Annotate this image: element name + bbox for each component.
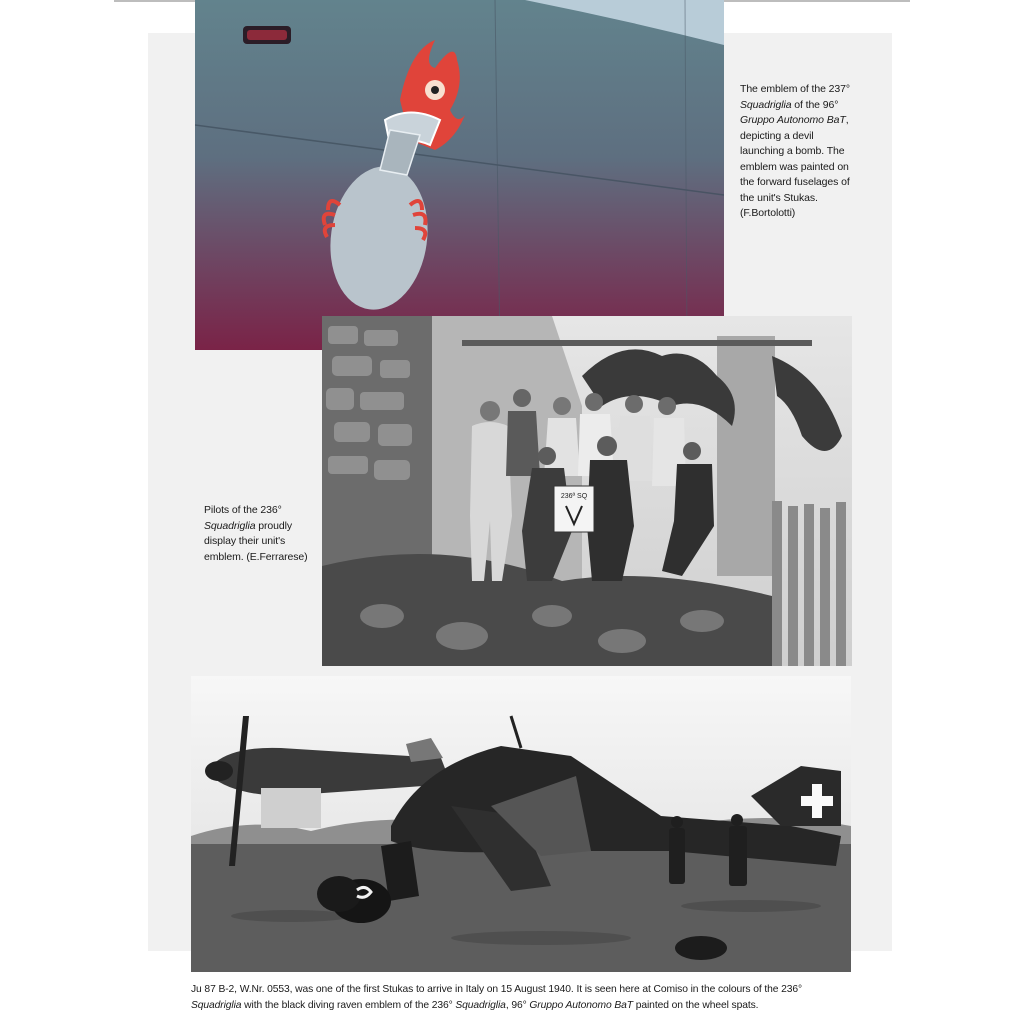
caption-pilots-text-2: proudly display their unit's emblem. (E.Ferrarese)	[204, 519, 308, 563]
caption-stuka-italic-3: Gruppo Autonomo BaT	[529, 999, 633, 1011]
caption-stuka-text-3: , 96°	[505, 999, 530, 1011]
caption-emblem-italic-1: Squadriglia	[740, 98, 792, 111]
photo-pilots-group	[322, 316, 852, 666]
photo-emblem-fuselage	[195, 0, 724, 350]
caption-emblem-text-3: , depicting a devil launching a bomb. The emblem was painted on the forward fuselages of the unit's Stukas. (F.Bortolotti)	[740, 114, 850, 219]
caption-emblem	[740, 82, 858, 222]
caption-emblem-text-1: The emblem of the 237°	[740, 83, 850, 95]
caption-stuka-italic-2: Squadriglia	[455, 999, 506, 1011]
caption-pilots-italic-1: Squadriglia	[204, 519, 256, 532]
caption-pilots-text-1: Pilots of the 236°	[204, 504, 282, 516]
caption-stuka-text-4: painted on the wheel spats.	[632, 999, 759, 1011]
caption-stuka	[191, 982, 841, 1013]
caption-emblem-text-2: of the 96°	[791, 98, 839, 111]
caption-stuka-text-1: Ju 87 B-2, W.Nr. 0553, was one of the first Stukas to arrive in Italy on 15 August 1940. It is seen here at Comiso in the colours of the 236°	[191, 984, 803, 995]
caption-pilots	[204, 503, 310, 565]
caption-emblem-italic-2: Gruppo Autonomo BaT	[740, 114, 846, 126]
caption-stuka-text-2: with the black diving raven emblem of the 236°	[241, 999, 456, 1011]
photo-stuka-aircraft	[191, 676, 851, 972]
sign-text: 236ª SQ	[560, 493, 588, 500]
caption-stuka-italic-1: Squadriglia	[191, 999, 242, 1011]
